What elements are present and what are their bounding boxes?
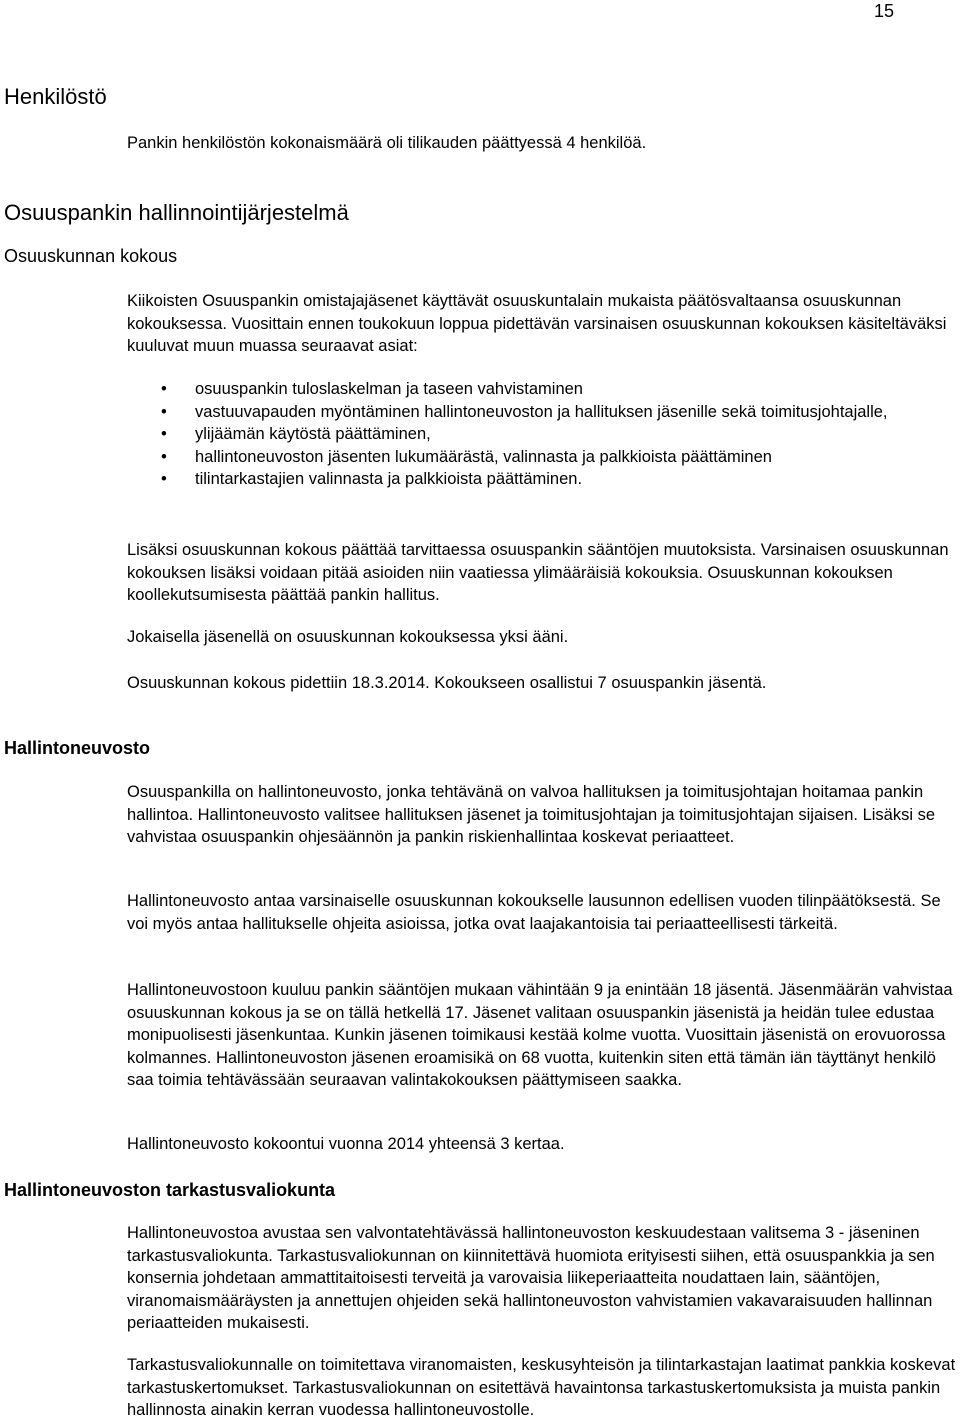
meeting-paragraph-3: Jokaisella jäsenellä on osuuskunnan kokouksessa yksi ääni. [127, 628, 569, 646]
personnel-text: Pankin henkilöstön kokonaismäärä oli tilikauden päättyessä 4 henkilöä. [127, 134, 647, 152]
board-paragraph-1: Osuuspankilla on hallintoneuvosto, jonka tehtävänä on valvoa hallituksen ja toimitusjohtajan hoitamaa pankin hallintoa. Hallintoneuvosto valitsee hallituksen jäsenet ja toimitusjohtajan ja toimitusjohtajan sijaisen. Lisäksi se vahvistaa osuuspankin ohjesäännön ja pankin riskienhallintaa koskevat periaatteet. [127, 783, 936, 846]
list-item: • vastuuvapauden myöntäminen hallintoneuvoston ja hallituksen jäsenille sekä toimitusjohtajalle, [127, 401, 960, 424]
audit-paragraph-2: Tarkastusvaliokunnalle on toimitettava viranomaisten, keskusyhteisön ja tilintarkastajan laatimat pankkia koskevat tarkastuskertomukset. Tarkastusvaliokunnan on esitettävä havaintonsa tarkastuskertomuksista ja muista pankin hallinnosta ainakin kerran vuodessa hallintoneuvostolle. [127, 1356, 956, 1419]
meeting-agenda-list [127, 378, 960, 491]
heading-governance: Osuuspankin hallinnointijärjestelmä [4, 200, 349, 225]
audit-paragraph-1: Hallintoneuvostoa avustaa sen valvontatehtävässä hallintoneuvoston keskuudestaan valitsema 3 - jäseninen tarkastusvaliokunta. Tarkastusvaliokunnan on kiinnitettävä huomiota erityisesti siihen, että osuuspankkia ja sen konsernia johdetaan ammattitaitoisesti terveitä ja varovaisia liikeperiaatteita noudattaen lain, sääntöjen, viranomaismääräysten ja annettujen ohjeiden sekä hallintoneuvoston vahvistamien vakavaraisuuden hallinnan periaatteiden mukaisesti. [127, 1224, 935, 1332]
heading-meeting: Osuuskunnan kokous [4, 246, 178, 266]
heading-audit-committee: Hallintoneuvoston tarkastusvaliokunta [4, 1180, 336, 1200]
list-item: • hallintoneuvoston jäsenten lukumäärästä, valinnasta ja palkkioista päättäminen [127, 446, 960, 469]
list-item: • tilintarkastajien valinnasta ja palkkioista päättäminen. [127, 468, 960, 491]
meeting-paragraph-4: Osuuskunnan kokous pidettiin 18.3.2014. Kokoukseen osallistui 7 osuuspankin jäsentä. [127, 674, 767, 692]
meeting-paragraph-2: Lisäksi osuuskunnan kokous päättää tarvittaessa osuuspankin sääntöjen muutoksista. Varsinaisen osuuskunnan kokouksen lisäksi voidaan pitää asioiden niin vaatiessa ylimääräisiä kokouksia. Osuuskunnan kokouksen koollekutsumisesta päättää pankin hallitus. [127, 541, 949, 604]
board-paragraph-3: Hallintoneuvostoon kuuluu pankin sääntöjen mukaan vähintään 9 ja enintään 18 jäsentä. Jäsenmäärän vahvistaa osuuskunnan kokous ja se on tällä hetkellä 17. Jäsenet valitaan osuuspankin jäsenistä ja heidän tulee edustaa monipuolisesti jäsenkuntaa. Kunkin jäsenen toimikausi kestää kolme vuotta. Vuosittain jäsenistä on erovuorossa kolmannes. Hallintoneuvoston jäsenen eroamisikä on 68 vuotta, kuitenkin siten että tämän iän täyttänyt henkilö saa toimia tehtävässään seuraavan valintakokouksen päättymiseen saakka. [127, 981, 953, 1089]
heading-personnel: Henkilöstö [4, 84, 107, 109]
board-paragraph-4: Hallintoneuvosto kokoontui vuonna 2014 yhteensä 3 kertaa. [127, 1135, 565, 1153]
meeting-paragraph-1: Kiikoisten Osuuspankin omistajajäsenet käyttävät osuuskuntalain mukaista päätösvaltaansa osuuskunnan kokouksessa. Vuosittain ennen toukokuun loppua pidettävän varsinaisen osuuskunnan kokouksen käsiteltäväksi kuuluvat muun muassa seuraavat asiat: [127, 292, 947, 355]
list-item: • osuuspankin tuloslaskelman ja taseen vahvistaminen [127, 378, 960, 401]
heading-board: Hallintoneuvosto [4, 738, 151, 758]
list-item: • ylijäämän käytöstä päättäminen, [127, 423, 960, 446]
page-number: 15 [873, 1, 894, 21]
board-paragraph-2: Hallintoneuvosto antaa varsinaiselle osuuskunnan kokoukselle lausunnon edellisen vuoden tilinpäätöksestä. Se voi myös antaa hallitukselle ohjeita asioissa, jotka ovat laajakantoisia tai periaatteellisesti tärkeitä. [127, 892, 941, 933]
